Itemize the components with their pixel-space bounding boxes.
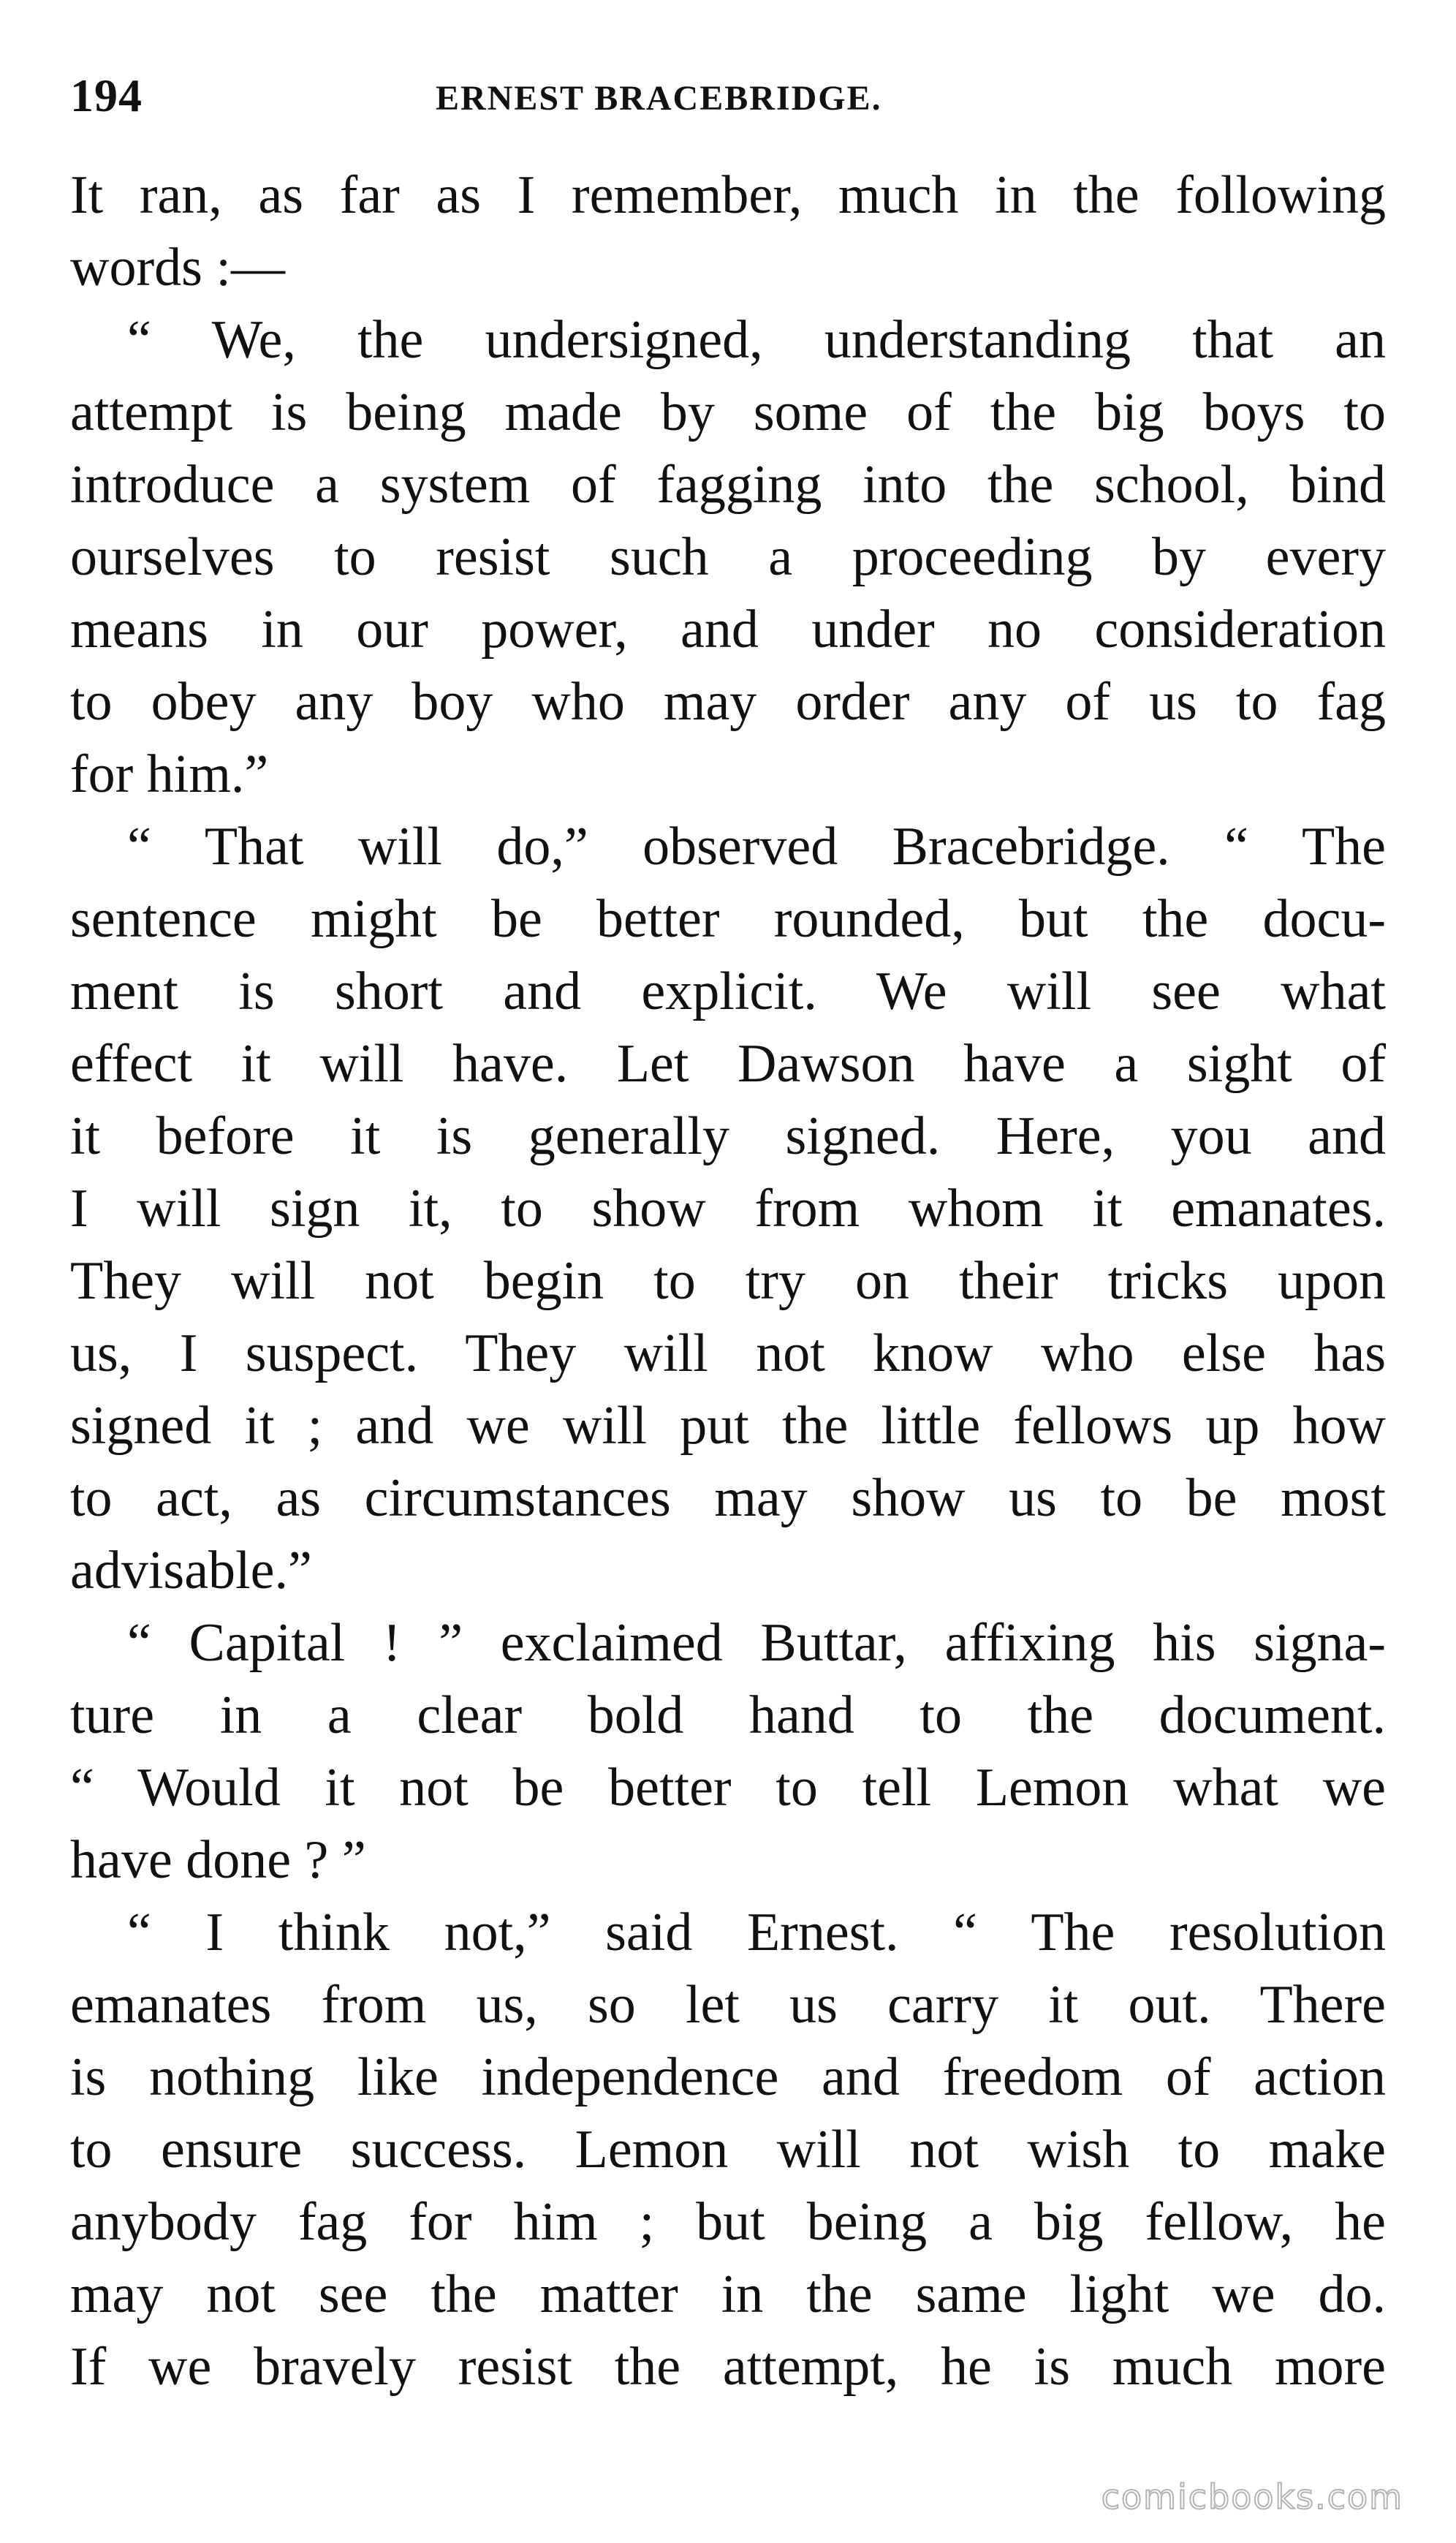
text-line: may not see the matter in the same light we do.	[70, 2264, 1386, 2324]
text-line: ment is short and explicit. We will see what	[70, 961, 1386, 1021]
text-line: “ Capital ! ” exclaimed Buttar, affixing his signa-	[127, 1613, 1386, 1673]
text-line: for him.”	[70, 744, 269, 804]
text-line: anybody fag for him ; but being a big fellow, he	[70, 2192, 1386, 2252]
text-line: effect it will have. Let Dawson have a sight of	[70, 1034, 1386, 1094]
text-line: “ I think not,” said Ernest. “ The resolution	[127, 1902, 1386, 1962]
page-header	[70, 63, 1386, 129]
text-line: ourselves to resist such a proceeding by every	[70, 527, 1386, 587]
text-line: attempt is being made by some of the big boys to	[70, 382, 1386, 442]
text-line: sentence might be better rounded, but the docu-	[70, 889, 1386, 949]
running-title: ERNEST BRACEBRIDGE.	[436, 79, 882, 118]
text-line: emanates from us, so let us carry it out. There	[70, 1975, 1386, 2035]
text-line: means in our power, and under no consideration	[70, 600, 1386, 660]
text-line: to act, as circumstances may show us to be most	[70, 1468, 1386, 1528]
text-line: introduce a system of fagging into the school, bind	[70, 455, 1386, 515]
body-text	[70, 159, 1386, 2403]
text-line: ture in a clear bold hand to the document.	[70, 1685, 1386, 1745]
page-number: 194	[70, 69, 143, 121]
text-line: “ Would it not be better to tell Lemon what we	[70, 1758, 1386, 1818]
text-line: I will sign it, to show from whom it emanates.	[70, 1179, 1386, 1239]
text-line: have done ? ”	[70, 1830, 366, 1890]
text-line: “ We, the undersigned, understanding that an	[127, 310, 1386, 370]
text-line: It ran, as far as I remember, much in the following	[70, 165, 1386, 225]
text-line: us, I suspect. They will not know who else has	[70, 1323, 1386, 1383]
text-line: “ That will do,” observed Bracebridge. “ The	[127, 817, 1386, 877]
text-line: They will not begin to try on their tricks upon	[70, 1251, 1386, 1311]
text-line: If we bravely resist the attempt, he is much more	[70, 2337, 1386, 2397]
text-line: signed it ; and we will put the little fellows up how	[70, 1396, 1386, 1456]
text-line: to obey any boy who may order any of us to fag	[70, 672, 1386, 732]
watermark: comicbooks.com	[1101, 2477, 1403, 2517]
text-line: it before it is generally signed. Here, you and	[70, 1106, 1386, 1166]
text-line: to ensure success. Lemon will not wish to make	[70, 2120, 1386, 2180]
text-line: advisable.”	[70, 1541, 312, 1601]
text-line: words :—	[70, 238, 285, 298]
text-line: is nothing like independence and freedom of action	[70, 2047, 1386, 2107]
